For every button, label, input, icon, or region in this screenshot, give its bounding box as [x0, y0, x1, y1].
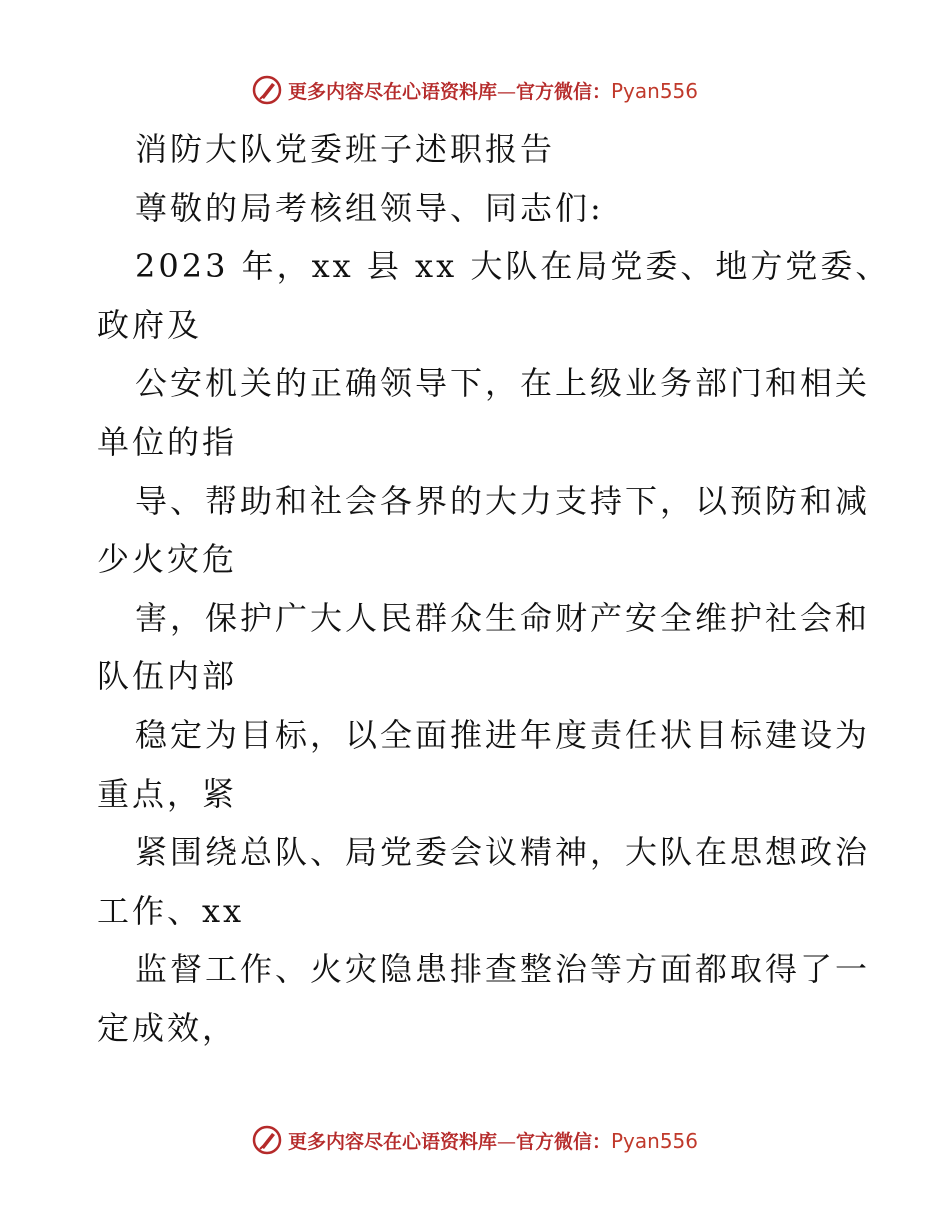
header-watermark	[0, 70, 950, 110]
watermark-text	[288, 1127, 698, 1154]
watermark-title: 更多内容尽在心语资料库	[287, 1130, 497, 1153]
document-line: 重点，紧	[97, 774, 238, 813]
watermark-brand: Pyan556	[611, 78, 699, 103]
document-body	[97, 120, 891, 1058]
document-line: 定成效，	[97, 1008, 238, 1047]
document-line: 监督工作、火灾隐患排查整治等方面都取得了一	[135, 950, 871, 989]
watermark-suffix: 官方微信：	[515, 80, 611, 103]
watermark-separator: —	[496, 1130, 516, 1153]
document-line: 导、帮助和社会各界的大力支持下，以预防和减	[135, 481, 871, 520]
document-line: 尊敬的局考核组领导、同志们:	[135, 188, 604, 227]
document-line: 单位的指	[97, 422, 238, 461]
document-line: 公安机关的正确领导下，在上级业务部门和相关	[135, 364, 871, 403]
quill-logo-icon	[252, 75, 282, 105]
watermark-brand: Pyan556	[611, 1128, 699, 1153]
watermark-title: 更多内容尽在心语资料库	[287, 80, 497, 103]
document-line: 2023 年，xx 县 xx 大队在局党委、地方党委、	[135, 247, 891, 286]
document-line: 害，保护广大人民群众生命财产安全维护社会和	[135, 598, 871, 637]
document-line: 工作、xx	[97, 891, 245, 930]
footer-watermark	[0, 1120, 950, 1160]
document-line: 少火灾危	[97, 540, 238, 579]
document-line: 紧围绕总队、局党委会议精神，大队在思想政治	[135, 833, 871, 872]
quill-logo-icon	[252, 1125, 282, 1155]
document-line: 稳定为目标，以全面推进年度责任状目标建设为	[135, 715, 871, 754]
watermark-separator: —	[496, 80, 516, 103]
document-line: 队伍内部	[97, 657, 238, 696]
document-line: 政府及	[97, 305, 203, 344]
document-line: 消防大队党委班子述职报告	[135, 130, 556, 168]
watermark-suffix: 官方微信：	[515, 1130, 611, 1153]
watermark-text	[288, 77, 698, 104]
